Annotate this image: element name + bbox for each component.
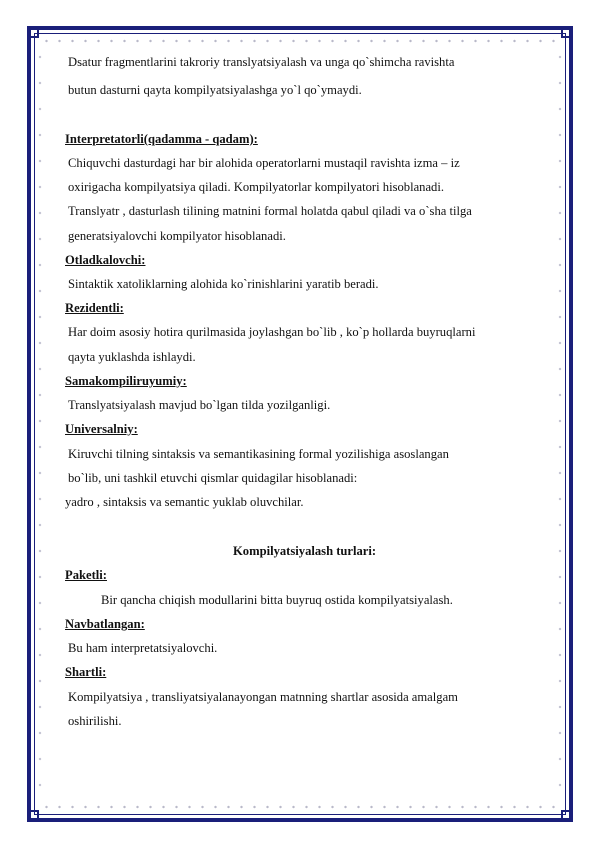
interpretator-line-1: Chiquvchi dasturdagi har bir alohida operatorlarni mustaqil ravishta izma – iz — [68, 156, 460, 170]
interpretator-line-3: Translyatr , dasturlash tilining matnini formal holatda qabul qiladi va o`sha tilga — [68, 204, 472, 218]
corner-ornament-tl — [29, 28, 39, 38]
samakompil-line-1: Translyatsiyalash mavjud bo`lgan tilda yozilganligi. — [68, 398, 331, 412]
corner-ornament-br — [561, 810, 571, 820]
border-dots-left — [37, 44, 43, 804]
heading-paketli: Paketli: — [65, 568, 107, 582]
intro-line-2: butun dasturni qayta kompilyatsiyalashga yo`l qo`ymaydi. — [68, 83, 362, 97]
heading-navbatlangan: Navbatlangan: — [65, 617, 145, 631]
universal-line-3: yadro , sintaksis va semantic yuklab oluvchilar. — [65, 495, 304, 509]
universal-line-2: bo`lib, uni tashkil etuvchi qismlar quidagilar hisoblanadi: — [68, 471, 358, 485]
corner-ornament-bl — [29, 810, 39, 820]
shartli-line-2: oshirilishi. — [68, 714, 122, 728]
rezident-line-1: Har doim asosiy hotira qurilmasida joylashgan bo`lib , ko`p hollarda buyruqlarni — [68, 325, 476, 339]
heading-rezidentli: Rezidentli: — [65, 301, 124, 315]
heading-interpretatorli: Interpretatorli(qadamma - qadam): — [65, 132, 258, 146]
rezident-line-2: qayta yuklashda ishlaydi. — [68, 350, 196, 364]
otladka-line-1: Sintaktik xatoliklarning alohida ko`rinishlarini yaratib beradi. — [68, 277, 379, 291]
heading-samakompiliruyumiy: Samakompiliruyumiy: — [65, 374, 187, 388]
corner-ornament-tr — [561, 28, 571, 38]
section-title-kompilyatsiyalash-turlari: Kompilyatsiyalash turlari: — [233, 544, 377, 558]
navbat-line-1: Bu ham interpretatsiyalovchi. — [68, 641, 218, 655]
interpretator-line-4: generatsiyalovchi kompilyator hisoblanadi. — [68, 229, 286, 243]
shartli-line-1: Kompilyatsiya , transliyatsiyalanayongan matnning shartlar asosida amalgam — [68, 690, 458, 704]
universal-line-1: Kiruvchi tilning sintaksis va semantikasining formal yozilishiga asoslangan — [68, 447, 449, 461]
intro-line-1: Dsatur fragmentlarini takroriy translyatsiyalash va unga qo`shimcha ravishta — [68, 55, 455, 69]
paketli-line-1: Bir qancha chiqish modullarini bitta buyruq ostida kompilyatsiyalash. — [101, 593, 453, 607]
border-dots-bottom — [40, 804, 560, 810]
heading-universalniy: Universalniy: — [65, 422, 138, 436]
border-dots-right — [557, 44, 563, 804]
interpretator-line-2: oxirigacha kompilyatsiya qiladi. Kompilyatorlar kompilyatori hisoblanadi. — [68, 180, 444, 194]
heading-otladkalovchi: Otladkalovchi: — [65, 253, 146, 267]
heading-shartli: Shartli: — [65, 665, 107, 679]
border-dots-top — [40, 38, 560, 44]
